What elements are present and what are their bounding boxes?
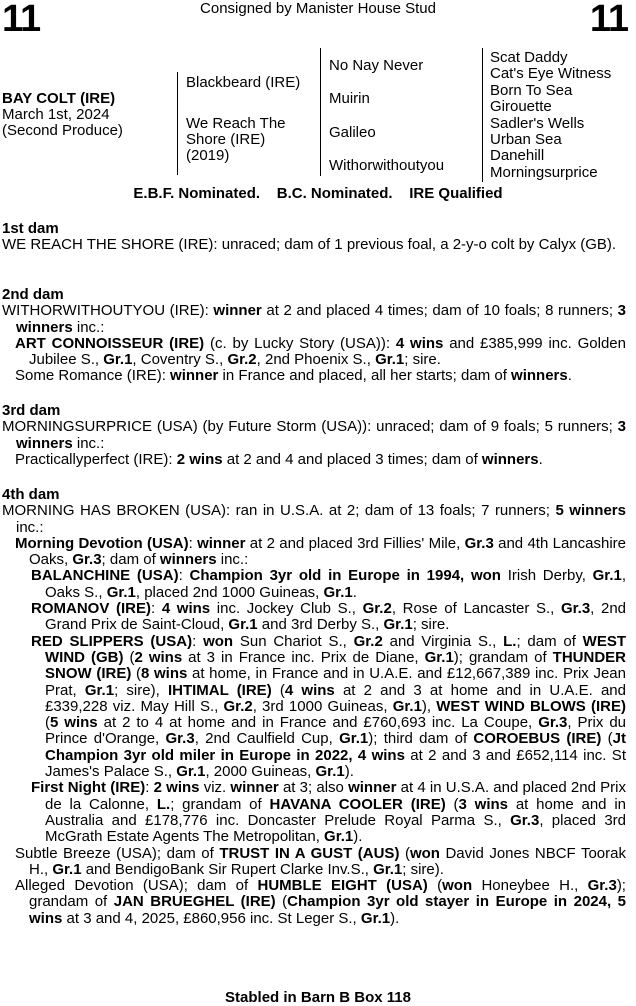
pedigree-gen4-7: Danehill [490, 147, 545, 165]
fourth-dam-p2: Morning Devotion (USA): winner at 2 and placed 3rd Fillies' Mile, Gr.3 and 4th Lancashire Oaks, Gr.3; dam of winners inc.: [15, 534, 626, 569]
fourth-dam-p8: Alleged Devotion (USA); dam of HUMBLE EIGHT (USA) (won Honeybee H., Gr.3); grandam of JAN BRUEGHEL (IRE) (Champion 3yr old stayer in Europe in 2024, 5 wins at 3 and 4, 2025, £860,956 inc. St Leger S., Gr.1). [15, 877, 626, 927]
section-fourth-dam [2, 487, 626, 927]
section-third-dam [2, 403, 626, 468]
pedigree-dam-line2: Shore (IRE) [186, 131, 266, 148]
lot-number-right: 11 [589, 0, 628, 40]
third-dam-p2: Practicallyperfect (IRE): 2 wins at 2 and 4 and placed 3 times; dam of winners. [15, 450, 543, 468]
third-dam-p1: MORNINGSURPRICE (USA) (by Future Storm (USA)): unraced; dam of 9 foals; 5 runners; 3 winners inc.: [2, 418, 626, 452]
pedigree-line-2 [320, 48, 321, 176]
pedigree-gen4-4: Girouette [490, 98, 552, 116]
section-second-dam [2, 287, 626, 385]
pedigree-gen3-2: Muirin [329, 90, 370, 107]
first-dam-text: WE REACH THE SHORE (IRE): unraced; dam of 1 previous foal, a 2-y-o colt by Calyx (GB). [2, 236, 617, 254]
pedigree-gen4-2: Cat's Eye Witness [490, 65, 612, 83]
pedigree-dam-line1: We Reach The [186, 115, 286, 132]
pedigree-dam [186, 116, 286, 164]
pedigree-dam-year: (2019) [186, 147, 230, 164]
second-dam-p2: ART CONNOISSEUR (IRE) (c. by Lucky Story (USA)): 4 wins and £385,999 inc. Golden Jubilee S., Gr.1, Coventry S., Gr.2, 2nd Phoenix S., Gr.1; sire. [15, 334, 626, 369]
horse-title: BAY COLT (IRE) [2, 90, 116, 107]
pedigree-gen3-4: Withorwithoutyou [329, 157, 445, 174]
horse-foaled: March 1st, 2024 [2, 106, 110, 123]
pedigree-gen3-1: No Nay Never [329, 57, 424, 74]
nominations: E.B.F. Nominated. B.C. Nominated. IRE Qualified [133, 185, 503, 202]
section-first-dam [2, 221, 626, 254]
pedigree-gen4-3: Born To Sea [490, 81, 573, 99]
lot-number-left: 11 [2, 0, 41, 40]
pedigree-gen4-1: Scat Daddy [490, 49, 568, 66]
fourth-dam-p3: BALANCHINE (USA): Champion 3yr old in Europe in 1994, won Irish Derby, Gr.1, Oaks S., Gr.1, placed 2nd 1000 Guineas, Gr.1. [31, 567, 626, 601]
fourth-dam-p5: RED SLIPPERS (USA): won Sun Chariot S., Gr.2 and Virginia S., L.; dam of WEST WIND (GB) (2 wins at 3 in France inc. Prix de Diane, Gr.1); grandam of THUNDER SNOW (IRE) (8 wins at home, in France and in U.A.E. and £12,667,389 inc. Prix Jean Prat, Gr.1; sire), IHTIMAL (IRE) (4 wins at 2 and 3 at home and in U.A.E. and £339,228 viz. May Hill S., Gr.2, 3rd 1000 Guineas, Gr.1), WEST WIND BLOWS (IRE) (5 wins at 2 to 4 at home and in France and £760,693 inc. La Coupe, Gr.3, Prix du Prince d'Orange, Gr.3, 2nd Caulfield Cup, Gr.1); third dam of COROEBUS (IRE) (Jt Champion 3yr old miler in Europe in 2022, 4 wins at 2 and 3 and £652,114 inc. St James's Palace S., Gr.1, 2000 Guineas, Gr.1). [31, 632, 627, 781]
pedigree-line-3 [482, 48, 483, 182]
horse-identity [2, 91, 123, 139]
fourth-dam-p6: First Night (IRE): 2 wins viz. winner at 3; also winner at 4 in U.S.A. and placed 2nd Prix de la Calonne, L.; grandam of HAVANA COOLER (IRE) (3 wins at home and in Australia and £178,776 inc. Doncaster Prelude Royal Parma S., Gr.3, placed 3rd McGrath Estate Agents The Metropolitan, Gr.1). [31, 779, 627, 846]
pedigree-line-1 [177, 72, 178, 175]
fourth-dam-p4: ROMANOV (IRE): 4 wins inc. Jockey Club S., Gr.2, Rose of Lancaster S., Gr.3, 2nd Grand Prix de Saint-Cloud, Gr.1 and 3rd Derby S., Gr.1; sire. [31, 600, 626, 634]
pedigree-gen4-6: Urban Sea [490, 131, 562, 149]
first-dam-heading: 1st dam [2, 220, 59, 237]
fourth-dam-heading: 4th dam [2, 486, 60, 503]
fourth-dam-p7: Subtle Breeze (USA); dam of TRUST IN A GUST (AUS) (won David Jones NBCF Toorak H., Gr.1 and BendigoBank Sir Rupert Clarke Inv.S., Gr.1; sire). [15, 844, 626, 878]
second-dam-p1: WITHORWITHOUTYOU (IRE): winner at 2 and placed 4 times; dam of 10 foals; 8 runners; 3 winners inc.: [2, 302, 626, 336]
stabled-info: Stabled in Barn B Box 118 [225, 989, 411, 1006]
third-dam-heading: 3rd dam [2, 402, 61, 419]
horse-produce: (Second Produce) [2, 122, 123, 139]
second-dam-heading: 2nd dam [2, 286, 64, 303]
pedigree-gen3-3: Galileo [329, 124, 376, 141]
second-dam-p3: Some Romance (IRE): winner in France and placed, all her starts; dam of winners. [15, 367, 572, 385]
pedigree-gen4-5: Sadler's Wells [490, 114, 585, 132]
pedigree-gen4 [490, 50, 611, 181]
pedigree-gen4-8: Morningsurprice [490, 163, 598, 181]
fourth-dam-p1: MORNING HAS BROKEN (USA): ran in U.S.A. at 2; dam of 13 foals; 7 runners; 5 winners inc.: [2, 502, 626, 536]
consignor: Consigned by Manister House Stud [200, 0, 436, 17]
pedigree-sire: Blackbeard (IRE) [186, 74, 301, 91]
